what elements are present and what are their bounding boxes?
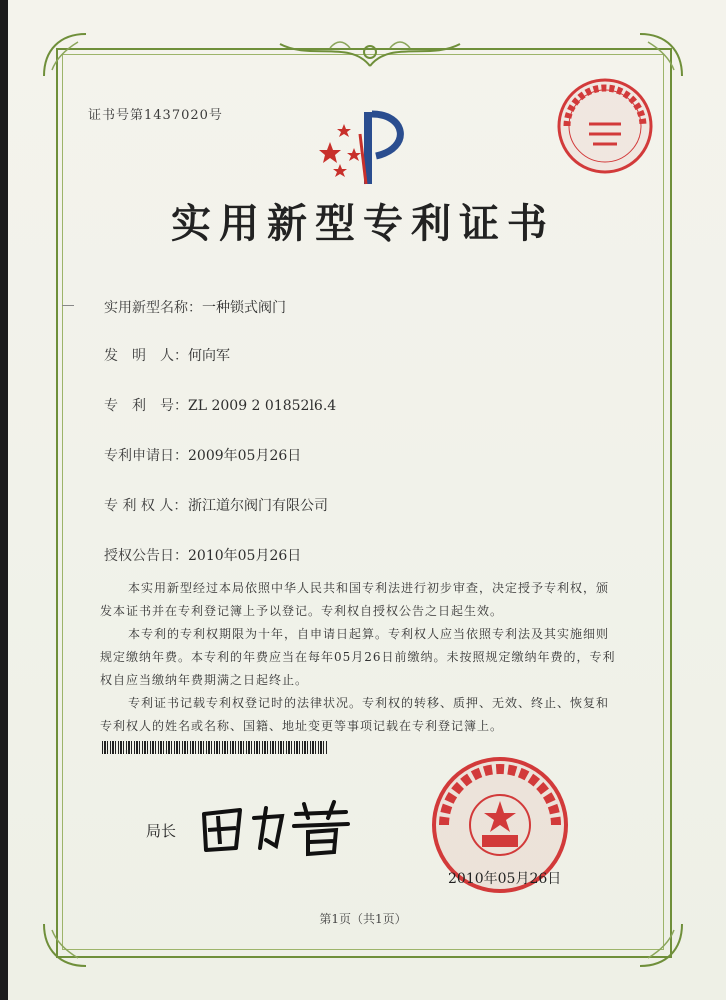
top-ornament-icon: [270, 30, 470, 70]
issue-date: 2010年05月26日: [448, 871, 562, 887]
margin-mark: [62, 305, 74, 306]
field-value: ZL 2009 2 01852l6.4: [188, 398, 337, 414]
field-utility-model-name: [104, 297, 286, 317]
patent-office-emblem-icon: [310, 104, 420, 188]
field-value: 2010年05月26日: [188, 548, 302, 564]
field-label: 授权公告日：: [104, 548, 188, 564]
field-value: 浙江道尔阀门有限公司: [188, 498, 328, 514]
field-label: 实用新型名称：: [104, 300, 202, 316]
patent-bureau-seal-icon: [555, 76, 655, 176]
field-patentee: [104, 495, 328, 515]
paragraph-grant: 本实用新型经过本局依照中华人民共和国专利法进行初步审查，决定授予专利权，颁发本证书并在专利登记簿上予以登记。专利权自授权公告之日起生效。: [100, 581, 610, 618]
field-label: 专 利 权 人：: [104, 498, 188, 514]
field-inventor: [104, 345, 230, 365]
corner-ornament-icon: [40, 30, 90, 80]
field-patent-number: [104, 395, 336, 415]
field-label: 专 利 号：: [104, 398, 188, 414]
field-label: 发 明 人：: [104, 348, 188, 364]
certificate-number: 证书号第1437020号: [88, 108, 223, 123]
field-application-date: [104, 445, 301, 465]
barcode: [102, 741, 328, 754]
certificate-title: 实用新型专利证书: [171, 200, 555, 247]
corner-ornament-icon: [636, 920, 686, 970]
page-number: 第1页（共1页）: [319, 912, 407, 926]
paragraph-term: 本专利的专利权期限为十年，自申请日起算。专利权人应当依照专利法及其实施细则规定缴纳年费。本专利的年费应当在每年05月26日前缴纳。未按照规定缴纳年费的，专利权自应当缴纳年费期满之日起终止。: [100, 627, 616, 687]
paragraph-record: 专利证书记载专利权登记时的法律状况。专利权的转移、质押、无效、终止、恢复和专利权人的姓名或名称、国籍、地址变更等事项记载在专利登记簿上。: [100, 696, 610, 733]
field-value: 一种锁式阀门: [202, 300, 286, 316]
field-value: 何向军: [188, 348, 230, 364]
field-value: 2009年05月26日: [188, 448, 302, 464]
director-label: 局长: [146, 822, 177, 840]
field-label: 专利申请日：: [104, 448, 188, 464]
corner-ornament-icon: [636, 30, 686, 80]
field-grant-announcement-date: [104, 545, 301, 565]
director-signature-icon: [196, 796, 356, 860]
corner-ornament-icon: [40, 920, 90, 970]
